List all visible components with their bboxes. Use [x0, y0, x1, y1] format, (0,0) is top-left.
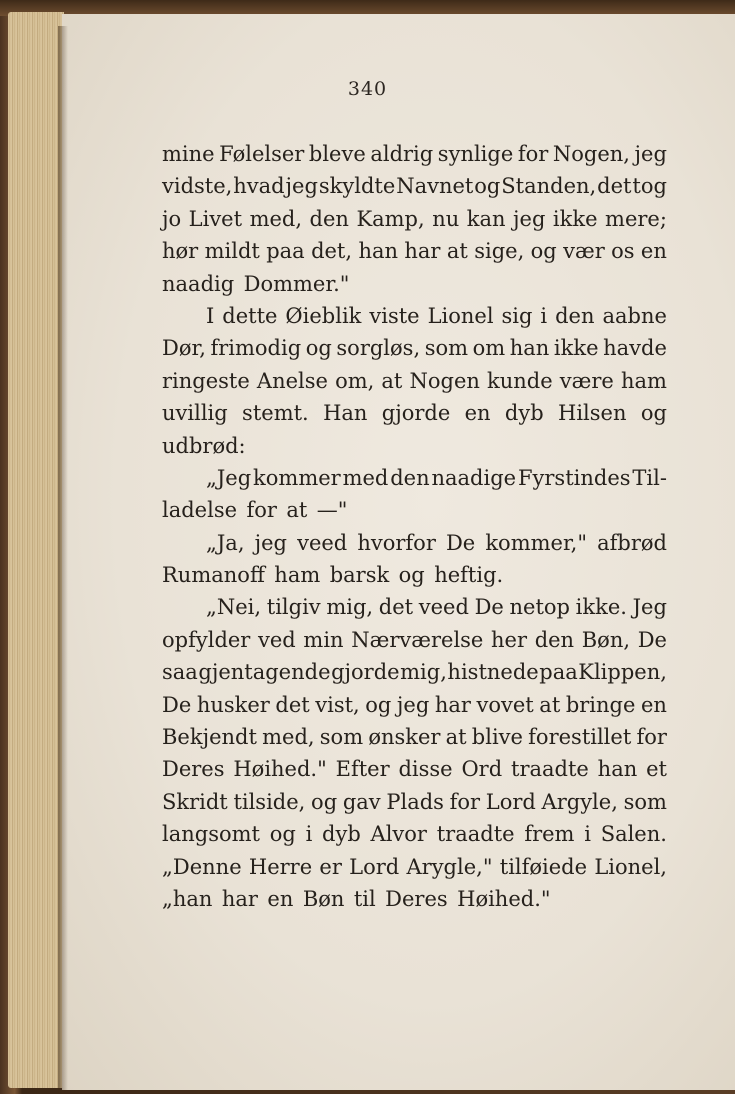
word: jeg	[285, 174, 318, 199]
word: Nærværelse	[351, 627, 484, 652]
word: De	[474, 595, 504, 620]
word: Argyle,	[541, 789, 618, 814]
word: heftig.	[434, 563, 504, 588]
word: Følelser	[219, 142, 305, 166]
word: dyb	[322, 822, 361, 847]
text-line	[162, 527, 667, 559]
text-line	[162, 397, 667, 429]
word: sig	[501, 303, 533, 328]
word: det	[275, 692, 310, 717]
word: skyldte	[318, 174, 396, 199]
text-line	[162, 365, 667, 397]
word: stemt.	[242, 401, 309, 426]
word: og	[305, 336, 332, 361]
word: tilgiv	[266, 595, 321, 620]
text-line	[162, 268, 667, 300]
word: har	[434, 692, 471, 717]
word: Klippen,	[578, 660, 667, 685]
word: for	[517, 142, 549, 166]
word: veed	[297, 530, 348, 555]
word: og	[269, 822, 296, 847]
word: Dør,	[162, 336, 206, 361]
word: ringeste	[162, 368, 250, 393]
word: I	[206, 303, 215, 328]
word: her	[491, 627, 528, 652]
word: bringe	[565, 692, 636, 717]
word: med,	[249, 206, 303, 231]
word: min	[303, 627, 344, 652]
word: Herre	[248, 854, 313, 879]
word: ham	[274, 563, 321, 588]
word: en	[464, 401, 491, 426]
text-line	[162, 430, 667, 462]
word: traadte	[436, 822, 515, 847]
word: og	[474, 174, 501, 199]
word: jeg	[634, 142, 667, 166]
word: for	[246, 498, 277, 523]
text-line	[162, 624, 667, 656]
word: Dommer."	[243, 271, 350, 296]
word: jeg	[254, 530, 287, 555]
word: at	[446, 239, 468, 264]
word: gav	[342, 789, 381, 814]
word: gjentagende	[198, 660, 331, 685]
word: vist,	[315, 692, 360, 717]
word: Standen,	[501, 174, 597, 199]
word: paa	[266, 239, 305, 264]
word: om,	[335, 368, 375, 393]
word: dyb	[504, 401, 544, 426]
text-line	[162, 332, 667, 364]
word: har	[221, 886, 258, 911]
text-line	[162, 559, 667, 591]
word: bleve	[308, 142, 366, 166]
word: Lionel,	[594, 854, 667, 879]
word: til	[353, 886, 376, 911]
word: den	[555, 303, 595, 328]
word: Fyrstindes	[517, 465, 631, 490]
text-line	[162, 203, 667, 235]
word: blive	[471, 725, 523, 750]
word: Høihed."	[457, 886, 551, 911]
word: Bekjendt	[162, 725, 257, 750]
word: Rumanoff	[162, 563, 265, 588]
word: barsk	[329, 563, 390, 588]
word: aabne	[602, 303, 667, 328]
word: jo	[162, 206, 182, 231]
word: mig,	[400, 660, 447, 685]
text-line	[162, 721, 667, 753]
word: mig,	[326, 595, 374, 620]
word: Høihed."	[233, 757, 327, 782]
word: ved	[258, 627, 296, 652]
word: i	[540, 303, 548, 328]
word: den	[309, 206, 349, 231]
word: i	[584, 822, 591, 847]
word: viste	[369, 303, 420, 328]
word: kan	[466, 206, 506, 231]
word: en	[640, 239, 667, 264]
word: som	[424, 336, 469, 361]
word: saa	[162, 660, 198, 685]
word: det	[597, 174, 632, 199]
page-edges	[8, 12, 64, 1088]
word: i	[305, 822, 313, 847]
word: hør	[162, 239, 199, 264]
word: Hilsen	[558, 401, 627, 426]
word: har	[404, 239, 441, 264]
word: frem	[524, 822, 575, 847]
word: os	[611, 239, 635, 264]
word: kommer,"	[485, 530, 588, 555]
word: at	[539, 692, 561, 717]
word: er	[319, 854, 342, 879]
word: gjorde	[331, 660, 400, 685]
word: ikke.	[575, 595, 627, 620]
page-text	[162, 138, 667, 915]
word: aldrig	[370, 142, 434, 166]
word: „Nei,	[206, 595, 262, 620]
word: kunde	[487, 368, 553, 393]
word: han	[509, 336, 550, 361]
word: afbrød	[597, 530, 667, 555]
word: den	[534, 627, 575, 652]
text-line	[162, 786, 667, 818]
word: det	[378, 595, 414, 620]
word: ham	[620, 368, 667, 393]
word: hvorfor	[357, 530, 436, 555]
spine-shadow	[58, 26, 68, 1094]
word: han	[597, 757, 638, 782]
word: naadig	[162, 271, 235, 296]
word: Lionel	[427, 303, 494, 328]
word: Arygle,"	[406, 854, 493, 879]
word: „Ja,	[206, 530, 245, 555]
word: Skridt	[162, 789, 228, 814]
text-line	[162, 753, 667, 785]
word: Deres	[385, 886, 448, 911]
text-line	[162, 494, 667, 526]
page-number: 340	[347, 78, 388, 100]
word: Bøn,	[581, 627, 631, 652]
word: Livet	[188, 206, 243, 231]
word: om	[472, 336, 506, 361]
word: og	[640, 401, 667, 426]
word: Til-	[632, 465, 667, 490]
word: Lord	[349, 854, 400, 879]
word: som	[319, 725, 364, 750]
text-line	[162, 591, 667, 623]
word: forestillet	[528, 725, 632, 750]
word: De	[637, 627, 667, 652]
word: Han	[323, 401, 368, 426]
word: gjorde	[381, 401, 451, 426]
word: som	[623, 789, 667, 814]
word: det,	[311, 239, 353, 264]
word: Efter	[335, 757, 390, 782]
word: vidste,	[162, 174, 233, 199]
word: husker	[196, 692, 270, 717]
word: med	[342, 465, 389, 490]
word: „han	[162, 886, 213, 911]
word: tog	[632, 174, 667, 199]
text-line	[162, 851, 667, 883]
word: kommer	[253, 465, 341, 490]
word: ikke	[553, 336, 599, 361]
text-line	[162, 462, 667, 494]
text-line	[162, 170, 667, 202]
word: langsomt	[162, 822, 260, 847]
text-line	[162, 656, 667, 688]
word: vovet	[476, 692, 534, 717]
word: udbrød:	[162, 433, 246, 458]
word: Lord	[485, 789, 536, 814]
word: for	[449, 789, 481, 814]
word: nu	[432, 206, 460, 231]
word: —"	[316, 498, 348, 523]
word: tilføiede	[499, 854, 588, 879]
word: Anelse	[256, 368, 328, 393]
word: og	[398, 563, 425, 588]
word: Nogen	[409, 368, 480, 393]
word: Salen.	[600, 822, 667, 847]
word: opfylder	[162, 627, 251, 652]
word: for	[636, 725, 667, 750]
word: en	[640, 692, 667, 717]
word: ikke	[552, 206, 598, 231]
word: Øieblik	[285, 303, 362, 328]
word: traadte	[511, 757, 589, 782]
word: havde	[603, 336, 667, 361]
word: ladelse	[162, 498, 238, 523]
word: frimodig	[210, 336, 302, 361]
word: at	[381, 368, 403, 393]
text-line	[162, 235, 667, 267]
word: og	[311, 789, 338, 814]
word: at	[445, 725, 467, 750]
word: paa	[539, 660, 578, 685]
word: netop	[509, 595, 570, 620]
word: og	[530, 239, 557, 264]
word: hvad	[233, 174, 285, 199]
word: Deres	[162, 757, 225, 782]
word: uvillig	[162, 401, 228, 426]
word: Jeg	[632, 595, 667, 620]
word: naadige	[431, 465, 517, 490]
word: sige,	[474, 239, 525, 264]
text-line	[162, 883, 667, 915]
word: mildt	[204, 239, 260, 264]
text-line	[162, 818, 667, 850]
text-line	[162, 689, 667, 721]
word: og	[365, 692, 392, 717]
word: jeg	[396, 692, 430, 717]
word: disse	[398, 757, 453, 782]
word: „Denne	[162, 854, 242, 879]
word: ønsker	[368, 725, 441, 750]
word: en	[267, 886, 294, 911]
word: Alvor	[370, 822, 427, 847]
word: et	[646, 757, 667, 782]
word: De	[162, 692, 192, 717]
word: Bøn	[302, 886, 345, 911]
word: Kamp,	[356, 206, 425, 231]
word: mine	[162, 142, 215, 166]
word: jeg	[513, 206, 546, 231]
word: synlige	[437, 142, 514, 166]
text-line	[162, 300, 667, 332]
word: den	[390, 465, 430, 490]
word: dette	[222, 303, 278, 328]
word: histnede	[447, 660, 539, 685]
word: tilside,	[233, 789, 306, 814]
word: med,	[262, 725, 315, 750]
word: sorgløs,	[336, 336, 421, 361]
word: vær	[563, 239, 605, 264]
text-line	[162, 138, 667, 170]
word: Nogen,	[552, 142, 630, 166]
word: veed	[418, 595, 469, 620]
word: han	[358, 239, 399, 264]
word: Ord	[461, 757, 503, 782]
word: Plads	[386, 789, 444, 814]
word: „Jeg	[206, 465, 252, 490]
word: at	[286, 498, 308, 523]
word: mere;	[605, 206, 667, 231]
word: være	[559, 368, 614, 393]
word: Navnet	[396, 174, 474, 199]
word: De	[445, 530, 476, 555]
